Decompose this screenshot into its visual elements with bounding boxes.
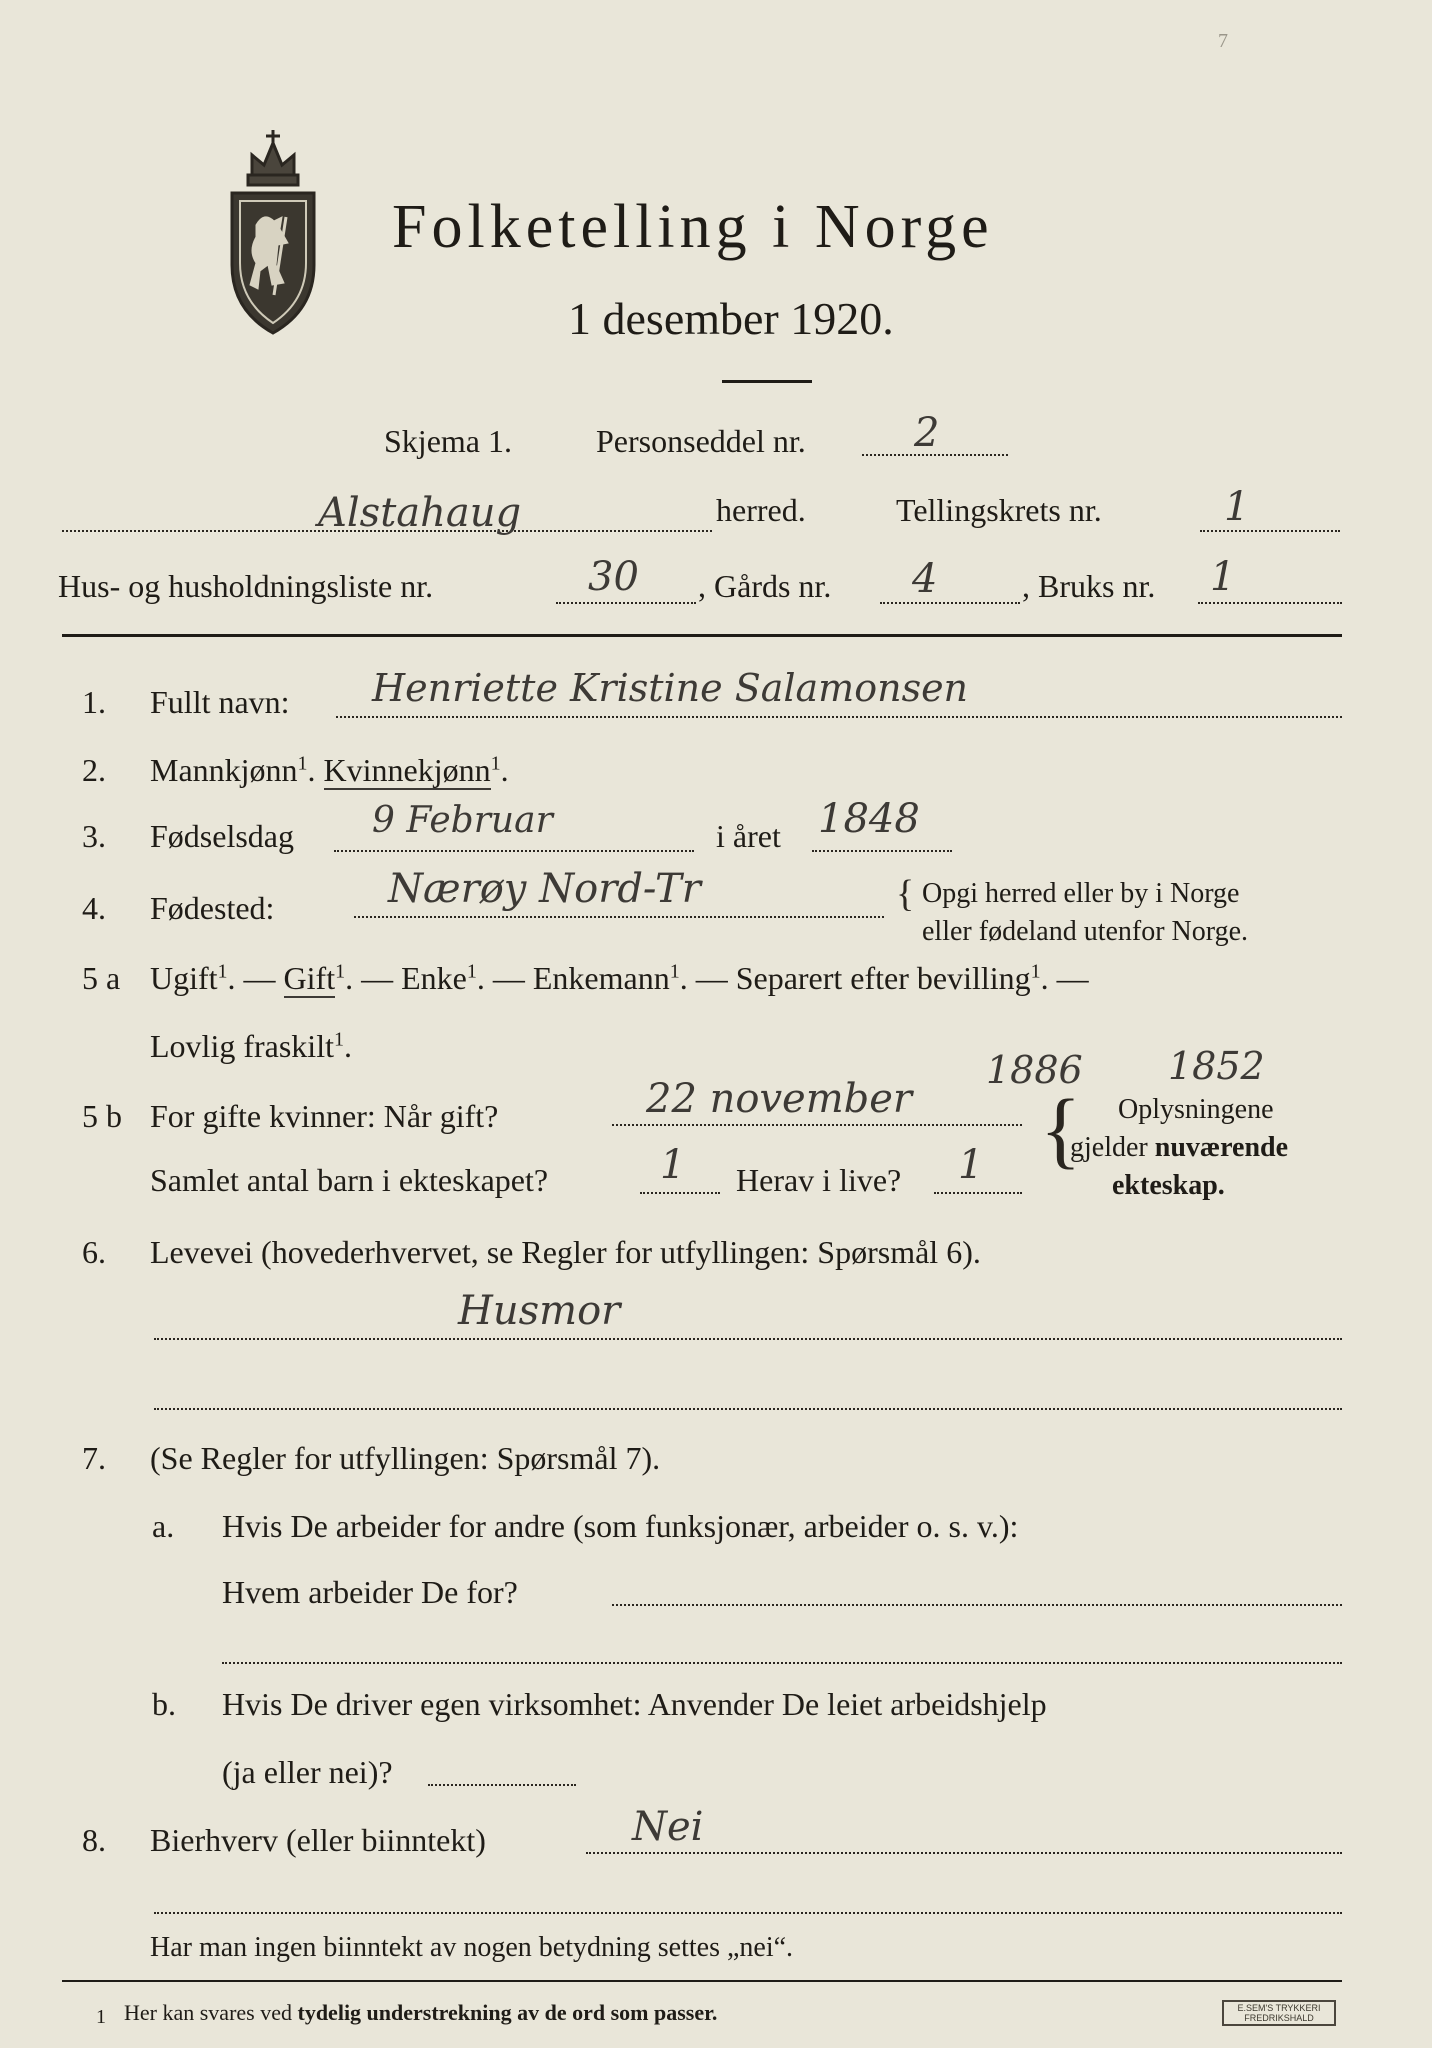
separator: — <box>492 960 525 996</box>
coat-of-arms-icon <box>212 125 334 340</box>
q7b-text: Hvis De driver egen virksomhet: Anvender De leiet arbeidshjelp <box>222 1686 1047 1722</box>
footnote-bold: tydelig understrekning av de ord som passer. <box>297 2000 718 2025</box>
married-date-field[interactable] <box>612 1124 1022 1126</box>
footnote-ref: 1 <box>333 1028 344 1051</box>
hired-help-field[interactable] <box>428 1784 576 1786</box>
footnote-ref: 1 <box>335 960 346 983</box>
gards-field[interactable] <box>880 602 1020 604</box>
herred-label: herred. <box>716 492 806 528</box>
q7-number: 7. <box>82 1440 106 1476</box>
personseddel-value: 2 <box>914 410 940 456</box>
male-option[interactable]: Mannkjønn <box>150 752 298 788</box>
q7a-letter: a. <box>152 1508 175 1544</box>
printer-line-1: E.SEM'S TRYKKERI <box>1237 2003 1321 2013</box>
married-date-value: 22 november <box>646 1076 913 1122</box>
q4-number: 4. <box>82 890 106 926</box>
brace: { <box>896 873 915 915</box>
birthday-field[interactable] <box>334 850 694 852</box>
q7a-question: Hvem arbeider De for? <box>222 1574 518 1610</box>
q6-label: Levevei (hovederhvervet, se Regler for utfyllingen: Spørsmål 6). <box>150 1234 981 1270</box>
brace: { <box>1040 1081 1082 1177</box>
q8-number: 8. <box>82 1822 106 1858</box>
skjema-label: Skjema 1. <box>384 423 512 459</box>
footnote-ref: 1 <box>297 752 308 775</box>
full-name-field[interactable] <box>336 716 1342 718</box>
birthplace-note-1: Opgi herred eller by i Norge <box>922 878 1240 909</box>
enkemann-option[interactable]: Enkemann <box>532 960 670 996</box>
q1-label: Fullt navn: <box>150 684 290 720</box>
birthplace-field[interactable] <box>354 916 884 918</box>
employer-field-2[interactable] <box>222 1662 1342 1664</box>
note-word: gjelder <box>1070 1132 1148 1163</box>
personseddel-label: Personseddel nr. <box>596 423 806 459</box>
married-year-2: 1852 <box>1168 1044 1265 1088</box>
q7b-question: (ja eller nei)? <box>222 1754 393 1790</box>
marriage-note-2 <box>1070 1132 1288 1164</box>
footnote-mark: 1 <box>96 2006 106 2028</box>
gift-option[interactable]: Gift <box>283 960 336 996</box>
children-field[interactable] <box>640 1192 720 1194</box>
herred-value: Alstahaug <box>318 490 522 536</box>
title-divider <box>722 380 812 383</box>
footnote-ref: 1 <box>466 960 477 983</box>
birthplace-value: Nærøy Nord-Tr <box>388 866 701 912</box>
footnote-ref: 1 <box>1030 960 1041 983</box>
occupation-value: Husmor <box>458 1288 621 1334</box>
children-label: Samlet antal barn i ekteskapet? <box>150 1162 549 1198</box>
q4-label: Fødested: <box>150 890 275 926</box>
q1-number: 1. <box>82 684 106 720</box>
footer-rule <box>62 1980 1342 1982</box>
lovlig-fraskilt-option[interactable]: Lovlig fraskilt <box>150 1028 334 1064</box>
q7b-letter: b. <box>152 1686 176 1722</box>
separator: — <box>1056 960 1089 996</box>
q5b-number: 5 b <box>82 1098 122 1134</box>
birth-year-value: 1848 <box>818 796 920 842</box>
q3-label: Fødselsdag <box>150 818 294 854</box>
footnote-ref: 1 <box>490 752 501 775</box>
alive-field[interactable] <box>934 1192 1022 1194</box>
footnote-ref: 1 <box>217 960 228 983</box>
gards-label: , Gårds nr. <box>698 568 832 604</box>
corner-note: 7 <box>1218 30 1228 52</box>
husliste-value: 30 <box>588 554 639 600</box>
side-income-field[interactable] <box>586 1852 1342 1854</box>
alive-label: Herav i live? <box>736 1162 902 1198</box>
q3-number: 3. <box>82 818 106 854</box>
separator: — <box>695 960 728 996</box>
occupation-field[interactable] <box>154 1338 1342 1340</box>
footnote-text <box>124 2000 717 2026</box>
married-year-1: 1886 <box>986 1048 1083 1092</box>
tellingskrets-label: Tellingskrets nr. <box>896 492 1102 528</box>
husliste-label: Hus- og husholdningsliste nr. <box>58 568 434 604</box>
occupation-field-2[interactable] <box>154 1408 1342 1410</box>
side-income-value: Nei <box>632 1804 704 1850</box>
q5a-number: 5 a <box>82 960 121 996</box>
marital-status-options: Ugift$^1$. — Gift$^1$. — Enke$^1$. — Enkemann$^1$. — Separert efter bevilling$^1$. — <box>150 960 1089 996</box>
marriage-note-3: ekteskap. <box>1112 1170 1225 1201</box>
birthplace-note-2: eller fødeland utenfor Norge. <box>922 916 1249 947</box>
printer-line-2: FREDRIKSHALD <box>1244 2013 1314 2023</box>
bruks-value: 1 <box>1210 554 1236 600</box>
gards-value: 4 <box>912 556 938 602</box>
children-value: 1 <box>660 1142 686 1188</box>
side-income-field-2[interactable] <box>154 1912 1342 1914</box>
bruks-field[interactable] <box>1198 602 1342 604</box>
female-option[interactable]: Kvinnekjønn <box>323 752 491 788</box>
footer-note: Har man ingen biinntekt av nogen betydning settes „nei“. <box>150 1932 794 1963</box>
separert-option[interactable]: Separert efter bevilling <box>735 960 1031 996</box>
ugift-option[interactable]: Ugift <box>150 960 218 996</box>
form-title: Folketelling i Norge <box>392 193 994 261</box>
husliste-field[interactable] <box>556 602 696 604</box>
year-label: i året <box>716 818 781 854</box>
separator: — <box>361 960 394 996</box>
q2-number: 2. <box>82 752 106 788</box>
tellingskrets-value: 1 <box>1224 484 1250 530</box>
separator: — <box>243 960 276 996</box>
employer-field[interactable] <box>612 1604 1342 1606</box>
alive-value: 1 <box>958 1142 984 1188</box>
birth-year-field[interactable] <box>812 850 952 852</box>
form-date: 1 desember 1920. <box>568 293 894 344</box>
q2-gender-options: Mannkjønn$^1$. Kvinnekjønn$^1$. <box>150 752 509 788</box>
q6-number: 6. <box>82 1234 106 1270</box>
q8-label: Bierhverv (eller biinntekt) <box>150 1822 486 1858</box>
tellingskrets-field[interactable] <box>1200 530 1340 532</box>
married-date-label: For gifte kvinner: Når gift? <box>150 1098 499 1134</box>
lovlig-row: Lovlig fraskilt$^1$. <box>150 1028 352 1064</box>
marriage-note-1: Oplysningene <box>1118 1094 1274 1125</box>
q7a-text: Hvis De arbeider for andre (som funksjonær, arbeider o. s. v.): <box>222 1508 1019 1544</box>
q7-label: (Se Regler for utfyllingen: Spørsmål 7). <box>150 1440 661 1476</box>
note-word-bold: nuværende <box>1154 1132 1289 1163</box>
bruks-label: , Bruks nr. <box>1022 568 1156 604</box>
footnote-plain: Her kan svares ved <box>124 2000 292 2025</box>
footnote-ref: 1 <box>669 960 680 983</box>
header-rule <box>62 634 1342 637</box>
enke-option[interactable]: Enke <box>401 960 467 996</box>
printer-stamp <box>1222 2000 1336 2026</box>
full-name-value: Henriette Kristine Salamonsen <box>372 666 969 710</box>
birthday-value: 9 Februar <box>372 800 553 841</box>
